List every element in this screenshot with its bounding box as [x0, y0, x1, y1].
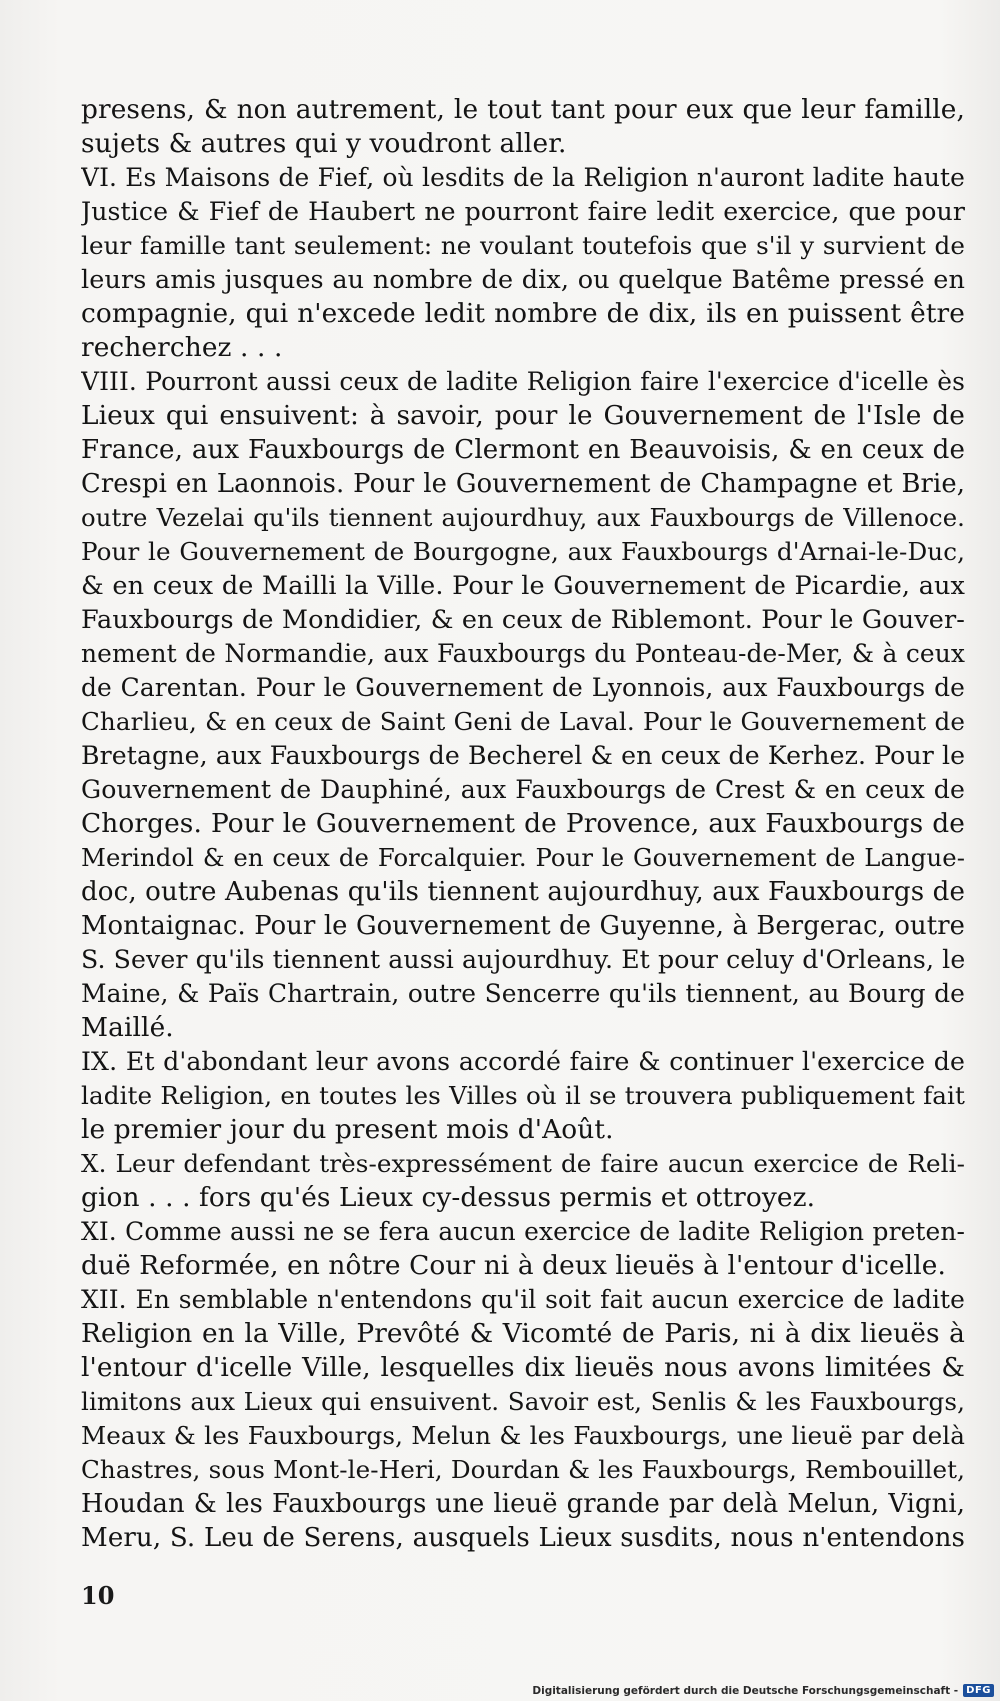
text-line: recherchez . . . — [81, 332, 283, 363]
text-line: Gouvernement de Dauphiné, aux Fauxbourgs de Crest & en ceux de — [81, 775, 965, 804]
body-text — [81, 93, 965, 1555]
text-line: Meru, S. Leu de Serens, ausquels Lieux susdits, nous n'entendons — [81, 1523, 965, 1553]
text-line: Religion en la Ville, Prevôté & Vicomté de Paris, ni à dix lieuës à — [81, 1318, 965, 1349]
text-line: outre Vezelai qu'ils tiennent aujourdhuy, aux Fauxbourgs de Villenoce. — [81, 503, 965, 532]
text-line: Chorges. Pour le Gouvernement de Provence, aux Fauxbourgs de — [81, 808, 965, 839]
text-line: doc, outre Aubenas qu'ils tiennent aujourdhuy, aux Fauxbourgs de — [81, 877, 965, 907]
text-line: XI. Comme aussi ne se fera aucun exercice de ladite Religion preten- — [81, 1217, 965, 1246]
text-line: IX. Et d'abondant leur avons accordé faire & continuer l'exercice de — [81, 1047, 965, 1076]
text-line: Justice & Fief de Haubert ne pourront faire ledit exercice, que pour — [81, 197, 965, 226]
text-line: Crespi en Laonnois. Pour le Gouvernement de Champagne et Brie, — [81, 469, 965, 499]
text-line: le premier jour du present mois d'Août. — [81, 1114, 614, 1145]
text-line: leur famille tant seulement: ne voulant toutefois que s'il y survient de — [81, 231, 965, 260]
text-line: Meaux & les Fauxbourgs, Melun & les Fauxbourgs, une lieuë par delà — [81, 1421, 965, 1450]
text-line: Charlieu, & en ceux de Saint Geni de Laval. Pour le Gouvernement de — [81, 707, 965, 736]
credit-text: Digitalisierung gefördert durch die Deutsche Forschungsgemeinschaft - — [532, 1684, 959, 1697]
text-line: nement de Normandie, aux Fauxbourgs du Ponteau-de-Mer, & à ceux — [81, 639, 965, 668]
text-line: sujets & autres qui y voudront aller. — [81, 128, 567, 159]
text-line: compagnie, qui n'excede ledit nombre de dix, ils en puissent être — [81, 298, 965, 329]
text-line: limitons aux Lieux qui ensuivent. Savoir est, Senlis & les Fauxbourgs, — [81, 1387, 965, 1416]
text-line: ladite Religion, en toutes les Villes où il se trouvera publiquement fait — [81, 1081, 965, 1110]
text-line: VIII. Pourront aussi ceux de ladite Religion faire l'exercice d'icelle ès — [81, 367, 965, 396]
text-line: Houdan & les Fauxbourgs une lieuë grande par delà Melun, Vigni, — [81, 1489, 965, 1519]
text-line: gion . . . fors qu'és Lieux cy-dessus permis et ottroyez. — [81, 1182, 816, 1213]
text-line: Maillé. — [81, 1012, 174, 1043]
text-line: Chastres, sous Mont-le-Heri, Dourdan & les Fauxbourgs, Rembouillet, — [81, 1455, 965, 1484]
text-line: Lieux qui ensuivent: à savoir, pour le Gouvernement de l'Isle de — [81, 400, 965, 431]
text-line: duë Reformée, en nôtre Cour ni à deux lieuës à l'entour d'icelle. — [81, 1250, 946, 1281]
text-line: XII. En semblable n'entendons qu'il soit fait aucun exercice de ladite — [81, 1285, 965, 1314]
text-line: leurs amis jusques au nombre de dix, ou quelque Batême pressé en — [81, 265, 965, 295]
text-line: de Carentan. Pour le Gouvernement de Lyonnois, aux Fauxbourgs de — [81, 673, 965, 702]
text-line: S. Sever qu'ils tiennent aussi aujourdhuy. Et pour celuy d'Orleans, le — [81, 945, 965, 974]
text-line: l'entour d'icelle Ville, lesquelles dix lieuës nous avons limitées & — [81, 1352, 965, 1383]
text-line: Pour le Gouvernement de Bourgogne, aux Fauxbourgs d'Arnai-le-Duc, — [81, 537, 965, 566]
digitization-credit — [532, 1684, 994, 1697]
text-line: Fauxbourgs de Mondidier, & en ceux de Riblemont. Pour le Gouver- — [81, 605, 965, 635]
dfg-logo-icon: DFG — [963, 1684, 994, 1697]
text-line: & en ceux de Mailli la Ville. Pour le Gouvernement de Picardie, aux — [81, 571, 965, 601]
page-number: 10 — [81, 1581, 115, 1610]
text-line: France, aux Fauxbourgs de Clermont en Beauvoisis, & en ceux de — [81, 435, 965, 465]
text-line: Montaignac. Pour le Gouvernement de Guyenne, à Bergerac, outre — [81, 911, 965, 941]
text-line: Maine, & Païs Chartrain, outre Sencerre qu'ils tiennent, au Bourg de — [81, 979, 965, 1008]
text-line: VI. Es Maisons de Fief, où lesdits de la Religion n'auront ladite haute — [81, 163, 965, 192]
text-line: X. Leur defendant très-expressément de faire aucun exercice de Reli- — [81, 1149, 965, 1178]
text-line: presens, & non autrement, le tout tant pour eux que leur famille, — [81, 94, 965, 125]
text-line: Merindol & en ceux de Forcalquier. Pour le Gouvernement de Langue- — [81, 843, 965, 872]
text-line: Bretagne, aux Fauxbourgs de Becherel & en ceux de Kerhez. Pour le — [81, 741, 965, 770]
